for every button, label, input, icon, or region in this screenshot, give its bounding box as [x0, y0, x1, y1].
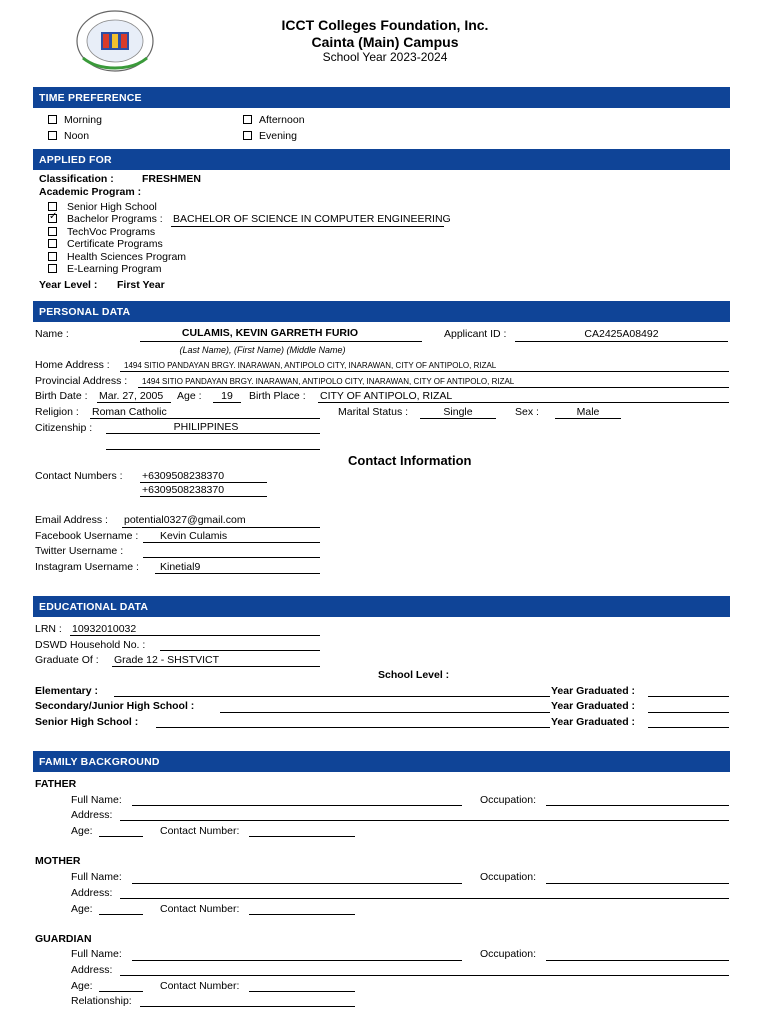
father-occupation-underline — [546, 805, 729, 806]
lrn-label: LRN : — [35, 623, 62, 635]
guardian-address-label: Address: — [71, 964, 113, 976]
name-underline — [140, 341, 422, 342]
graduate-of-underline — [112, 666, 320, 667]
contact-number-1-underline — [140, 482, 267, 483]
name-value: CULAMIS, KEVIN GARRETH FURIO — [181, 327, 359, 339]
academic-program-label: Academic Program : — [39, 186, 142, 198]
afternoon-label: Afternoon — [259, 114, 305, 126]
mother-fullname-label: Full Name: — [71, 871, 122, 883]
twitter-label: Twitter Username : — [35, 545, 124, 557]
mother-age-underline — [99, 914, 143, 915]
school-logo — [75, 10, 155, 72]
secondary-year-underline — [648, 712, 729, 713]
father-contact-label: Contact Number: — [160, 825, 240, 837]
afternoon-checkbox[interactable] — [243, 115, 252, 124]
applicant-id-value: CA2425A08492 — [584, 328, 659, 340]
birth-place-value: CITY OF ANTIPOLO, RIZAL — [320, 390, 453, 402]
secondary-label: Secondary/Junior High School : — [35, 700, 195, 712]
father-label: FATHER — [35, 778, 77, 790]
senior-year-underline — [648, 727, 729, 728]
sex-underline — [555, 418, 621, 419]
religion-value: Roman Catholic — [92, 406, 167, 418]
lrn-value: 10932010032 — [72, 623, 137, 635]
mother-address-underline — [120, 898, 729, 899]
secondary-year-label: Year Graduated : — [551, 700, 636, 712]
father-occupation-label: Occupation: — [480, 794, 537, 806]
year-level-label: Year Level : — [39, 279, 98, 291]
year-level-value: First Year — [117, 279, 165, 291]
institution-name: ICCT Colleges Foundation, Inc. — [281, 17, 489, 33]
home-address-label: Home Address : — [35, 359, 110, 371]
logo-seal-icon — [75, 10, 155, 72]
campus-name: Cainta (Main) Campus — [311, 34, 459, 50]
mother-address-label: Address: — [71, 887, 113, 899]
father-address-underline — [120, 820, 729, 821]
instagram-value: Kinetial9 — [160, 561, 201, 573]
home-address-value: 1494 SITIO PANDAYAN BRGY. INARAWAN, ANTIPOLO CITY, INARAWAN, CITY OF ANTIPOLO, RIZAL — [124, 361, 497, 370]
mother-contact-label: Contact Number: — [160, 903, 240, 915]
guardian-relationship-label: Relationship: — [71, 995, 132, 1007]
checkmark-icon: ✓ — [49, 211, 58, 222]
family-background-header: FAMILY BACKGROUND — [33, 751, 730, 772]
contact-numbers-label: Contact Numbers : — [35, 470, 123, 482]
school-year: School Year 2023-2024 — [322, 50, 448, 64]
guardian-age-label: Age: — [71, 980, 93, 992]
contact-number-2-underline — [140, 496, 267, 497]
name-label: Name : — [35, 328, 69, 340]
applicant-id-underline — [515, 341, 728, 342]
mother-label: MOTHER — [35, 855, 81, 867]
morning-checkbox[interactable] — [48, 115, 57, 124]
guardian-fullname-underline — [132, 960, 462, 961]
educational-data-header: EDUCATIONAL DATA — [33, 596, 730, 617]
marital-status-underline — [420, 418, 496, 419]
facebook-underline — [143, 542, 320, 543]
mother-occupation-underline — [546, 883, 729, 884]
certificate-label: Certificate Programs — [67, 238, 163, 250]
father-fullname-label: Full Name: — [71, 794, 122, 806]
instagram-underline — [155, 573, 320, 574]
birth-date-value: Mar. 27, 2005 — [99, 390, 164, 402]
guardian-relationship-underline — [140, 1006, 355, 1007]
graduate-of-value: Grade 12 - SHSTVICT — [114, 654, 220, 666]
bachelor-label: Bachelor Programs : — [67, 213, 163, 225]
contact-number-1: +6309508238370 — [142, 470, 225, 482]
elementary-year-label: Year Graduated : — [551, 685, 636, 697]
dswd-underline — [160, 650, 320, 651]
senior-high-checkbox[interactable] — [48, 202, 57, 211]
sex-label: Sex : — [515, 406, 539, 418]
senior-high-school-label: Senior High School : — [35, 716, 139, 728]
marital-status-label: Marital Status : — [338, 406, 409, 418]
provincial-address-value: 1494 SITIO PANDAYAN BRGY. INARAWAN, ANTIPOLO CITY, INARAWAN, CITY OF ANTIPOLO, RIZAL — [142, 377, 515, 386]
guardian-label: GUARDIAN — [35, 933, 92, 945]
instagram-label: Instagram Username : — [35, 561, 139, 573]
guardian-occupation-label: Occupation: — [480, 948, 537, 960]
provincial-address-label: Provincial Address : — [35, 375, 128, 387]
evening-checkbox[interactable] — [243, 131, 252, 140]
classification-label: Classification : — [39, 173, 114, 185]
father-age-underline — [99, 836, 143, 837]
elementary-label: Elementary : — [35, 685, 99, 697]
guardian-contact-label: Contact Number: — [160, 980, 240, 992]
father-age-label: Age: — [71, 825, 93, 837]
name-hint: (Last Name), (First Name) (Middle Name) — [179, 345, 346, 355]
age-value: 19 — [221, 390, 233, 402]
mother-contact-underline — [249, 914, 355, 915]
time-preference-header: TIME PREFERENCE — [33, 87, 730, 108]
applied-for-header: APPLIED FOR — [33, 149, 730, 170]
citizenship-value: PHILIPPINES — [173, 421, 239, 433]
father-contact-underline — [249, 836, 355, 837]
email-label: Email Address : — [35, 514, 108, 526]
facebook-label: Facebook Username : — [35, 530, 139, 542]
religion-label: Religion : — [35, 406, 79, 418]
elementary-underline — [114, 696, 550, 697]
email-underline — [122, 527, 320, 528]
health-sciences-checkbox[interactable] — [48, 252, 57, 261]
birth-date-underline — [97, 402, 171, 403]
secondary-underline — [220, 712, 550, 713]
senior-year-label: Year Graduated : — [551, 716, 636, 728]
citizenship-label: Citizenship : — [35, 422, 93, 434]
email-value: potential0327@gmail.com — [124, 514, 246, 526]
guardian-address-underline — [120, 975, 729, 976]
mother-occupation-label: Occupation: — [480, 871, 537, 883]
personal-data-header: PERSONAL DATA — [33, 301, 730, 322]
mother-age-label: Age: — [71, 903, 93, 915]
sex-value: Male — [576, 406, 600, 418]
elearning-checkbox[interactable] — [48, 264, 57, 273]
guardian-fullname-label: Full Name: — [71, 948, 122, 960]
mother-fullname-underline — [132, 883, 462, 884]
elementary-year-underline — [648, 696, 729, 697]
lrn-underline — [70, 635, 320, 636]
age-underline — [213, 402, 241, 403]
applicant-id-label: Applicant ID : — [444, 328, 507, 340]
bachelor-value: BACHELOR OF SCIENCE IN COMPUTER ENGINEERING — [173, 213, 451, 225]
senior-high-label: Senior High School — [67, 201, 157, 213]
contact-info-title: Contact Information — [348, 453, 472, 468]
marital-status-value: Single — [443, 406, 473, 418]
twitter-underline — [143, 557, 320, 558]
provincial-address-underline — [138, 387, 729, 388]
evening-label: Evening — [259, 130, 297, 142]
school-level-label: School Level : — [378, 669, 450, 681]
birth-place-underline — [318, 402, 729, 403]
home-address-underline — [120, 371, 729, 372]
age-label: Age : — [177, 390, 202, 402]
bachelor-checkbox[interactable] — [48, 211, 58, 223]
guardian-contact-underline — [249, 991, 355, 992]
elearning-label: E-Learning Program — [67, 263, 162, 275]
techvoc-checkbox[interactable] — [48, 227, 57, 236]
certificate-checkbox[interactable] — [48, 239, 57, 248]
guardian-age-underline — [99, 991, 143, 992]
birth-place-label: Birth Place : — [249, 390, 306, 402]
morning-label: Morning — [64, 114, 102, 126]
contact-number-2: +6309508238370 — [142, 484, 225, 496]
citizenship-underline — [106, 433, 320, 434]
graduate-of-label: Graduate Of : — [35, 654, 99, 666]
father-fullname-underline — [132, 805, 462, 806]
father-address-label: Address: — [71, 809, 113, 821]
noon-checkbox[interactable] — [48, 131, 57, 140]
facebook-value: Kevin Culamis — [160, 530, 228, 542]
techvoc-label: TechVoc Programs — [67, 226, 156, 238]
senior-high-school-underline — [156, 727, 550, 728]
birth-date-label: Birth Date : — [35, 390, 88, 402]
blank-underline — [106, 449, 320, 450]
classification-value: FRESHMEN — [142, 173, 201, 185]
health-sciences-label: Health Sciences Program — [67, 251, 187, 263]
religion-underline — [90, 418, 320, 419]
bachelor-underline — [171, 226, 444, 227]
guardian-occupation-underline — [546, 960, 729, 961]
noon-label: Noon — [64, 130, 90, 142]
dswd-label: DSWD Household No. : — [35, 639, 146, 651]
